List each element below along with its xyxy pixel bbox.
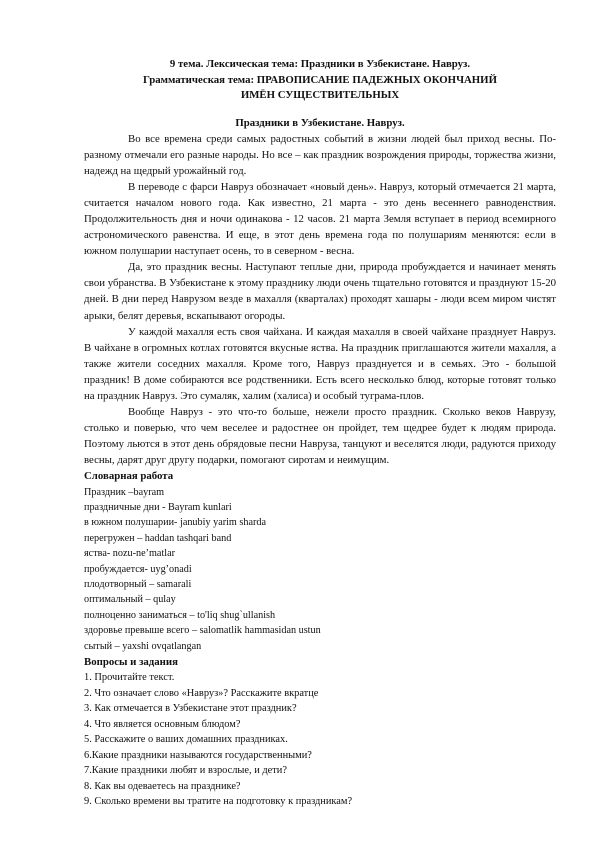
vocabulary-item: оптимальный – qulay [84,594,176,606]
document-page [84,57,556,810]
vocabulary-item: яства- nozu-ne’matlar [84,548,176,560]
question-item: 1. Прочитайте текст. [84,672,175,684]
paragraph-2: В переводе с фарси Навруз обозначает «новый день». Навруз, который отмечается 21 марта, считается началом нового года. Как известно, 21 марта - это день весеннего равноденствия. Продолжительность дня и ночи одинакова - 12 часов. 21 марта Земля вступает в период всемирного астрономического равенства. И еще, в этот день времена года по полушариям меняются: если в южном полушарии наступает осень, то в северном - весна. [84,180,556,258]
text-title: Праздники в Узбекистане. Навруз. [235,116,405,129]
paragraph-3: Да, это праздник весны. Наступают теплые дни, природа пробуждается и начинает менять свои убранства. В Узбекистане к этому празднику люди очень тщательно готовятся и празднуют 15-20 дней. В дни перед Наврузом везде в махалля (кварталах) проходят хашары - люди всем миром чистят арыки, белят деревья, вскапывают огороды. [84,261,556,322]
vocabulary-item: полноценно заниматься – to'liq shug`ullanish [84,609,276,621]
reading-text [84,131,556,469]
paragraph-4: У каждой махалля есть своя чайхана. И каждая махалля в своей чайхане празднует Навруз. В чайхане в огромных котлах готовятся вкусные яства. На праздник приглашаются жители махалля, а также жители соседних махалля. Кроме того, Навруз празднуется и в семьях. Это - большой праздник! В доме собираются все родственники. Есть всего несколько блюд, которые готовят только на праздник Навруз. Это сумаляк, халим (халиса) и особый туграма-плов. [84,325,556,402]
grammar-topic-heading: Грамматическая тема: ПРАВОПИСАНИЕ ПАДЕЖНЫХ ОКОНЧАНИЙ [143,73,497,86]
question-item: 4. Что является основным блюдом? [84,718,241,730]
vocabulary-item: Праздник –bayram [84,486,165,498]
vocabulary-item: пробуждается- uyg’onadi [84,563,192,575]
vocabulary-item: здоровье превыше всего – salomatlik hammasidan ustun [84,625,321,637]
vocabulary-item: перегружен – haddan tashqari band [84,532,232,544]
vocabulary-item: плодотворный – samarali [84,579,192,590]
lexical-topic-heading: 9 тема. Лексическая тема: Праздники в Узбекистане. Навруз. [169,58,471,70]
questions-title: Вопросы и задания [84,656,178,669]
questions-section [84,654,556,810]
paragraph-1: Во все времена среди самых радостных событий в жизни людей был приход весны. По-разному отмечали его разные народы. Но все – как праздник возрождения природы, торжества жизни, надежд на щедрый урожайный год. [84,132,556,177]
vocabulary-item: сытый – yaxshi ovqatlangan [84,640,202,652]
vocabulary-item: в южном полушарии- janubiy yarim sharda [84,517,266,529]
question-item: 2. Что означает слово «Навруз»? Расскажите вкратце [84,687,319,699]
question-item: 3. Как отмечается в Узбекистане этот праздник? [84,703,297,715]
grammar-topic-heading-continued: ИМЁН СУЩЕСТВИТЕЛЬНЫХ [240,89,400,101]
question-item: 7.Какие праздники любят и взрослые, и дети? [84,765,287,777]
question-item: 5. Расскажите о ваших домашних праздниках. [84,734,288,746]
vocabulary-item: праздничные дни - Bayram kunlari [84,501,232,513]
question-item: 9. Сколько времени вы тратите на подготовку к праздникам? [84,796,353,808]
vocabulary-section [84,468,556,654]
question-item: 8. Как вы одеваетесь на празднике? [84,780,241,792]
question-item: 6.Какие праздники называются государственными? [84,749,312,761]
document-header [84,57,556,104]
paragraph-5: Вообще Навруз - это что-то больше, нежели просто праздник. Сколько веков Наврузу, столько и поверью, что чем веселее и радостнее он пройдет, тем щедрее будет к людям природа. Поэтому льются в этот день обрядовые песни Навруза, танцуют и веселятся люди, радуются приходу весны, дарят друг другу подарки, помогают сиротам и неимущим. [84,406,556,467]
vocabulary-title: Словарная работа [84,470,174,483]
